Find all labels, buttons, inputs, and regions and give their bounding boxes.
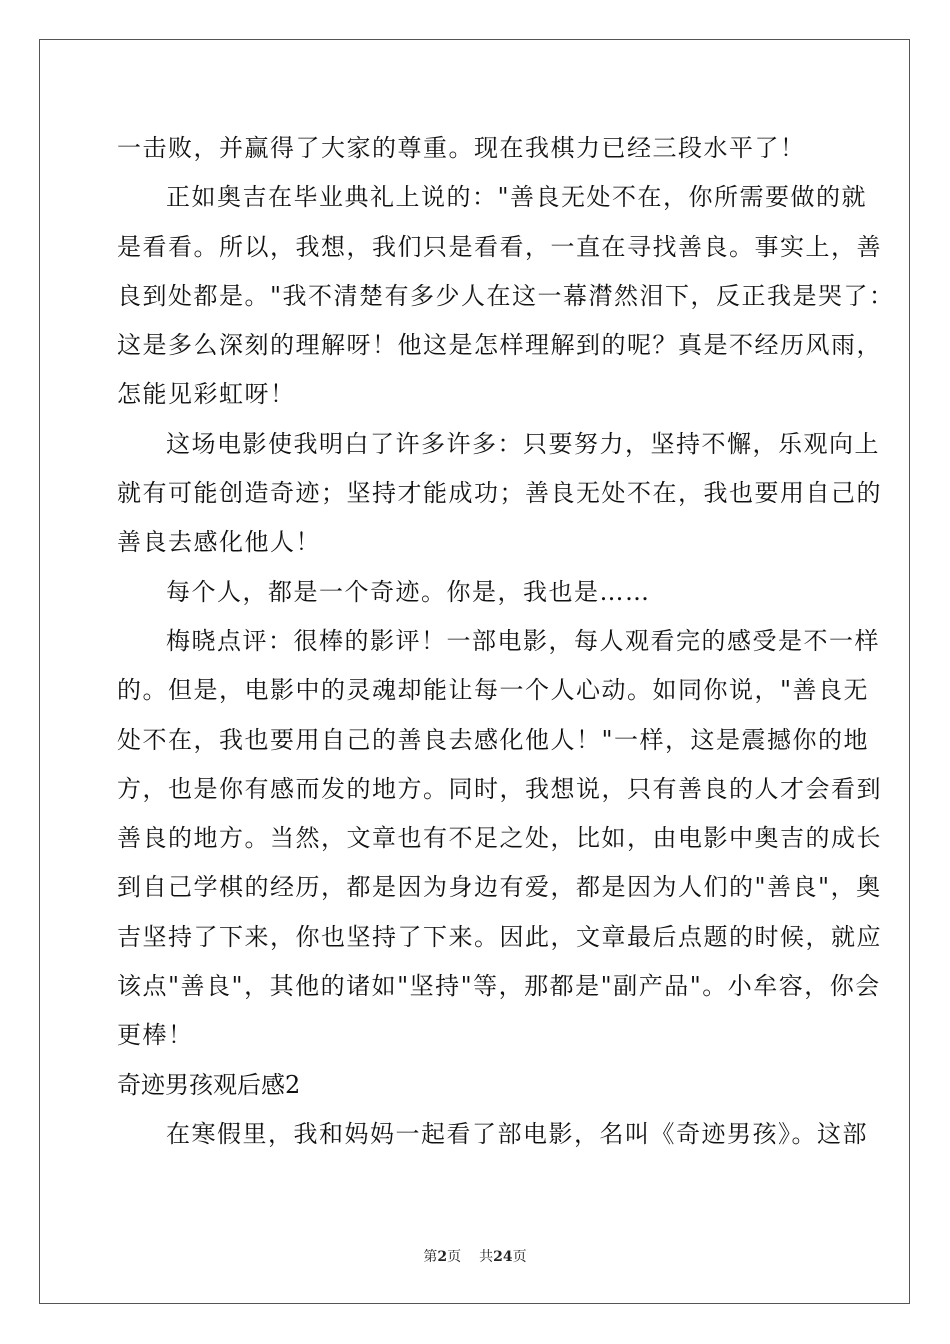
- text-line: 该点"善良"，其他的诸如"坚持"等，那都是"副产品"。小牟容，你会: [117, 972, 881, 1001]
- text-line: 在寒假里，我和妈妈一起看了部电影，名叫《奇迹男孩》。这部: [166, 1119, 868, 1148]
- text-line: 一击败，并赢得了大家的尊重。现在我棋力已经三段水平了！: [117, 134, 806, 162]
- text-line: 方，也是你有感而发的地方。同时，我想说，只有善良的人才会看到: [117, 774, 882, 803]
- footer-page-current: 2: [437, 1249, 448, 1265]
- text-line: 这是多么深刻的理解呀！他这是怎样理解到的呢？真是不经历风雨，: [117, 331, 882, 360]
- footer-page-total: 24: [493, 1249, 513, 1265]
- text-line: 是看看。所以，我想，我们只是看看，一直在寻找善良。事实上，善: [117, 232, 882, 261]
- text-line: 梅晓点评：很棒的影评！一部电影，每人观看完的感受是不一样: [166, 626, 880, 655]
- text-line: 良到处都是。"我不清楚有多少人在这一幕潸然泪下，反正我是哭了：: [117, 281, 895, 310]
- text-line: 这场电影使我明白了许多许多：只要努力，坚持不懈，乐观向上: [166, 429, 880, 458]
- document-body: [117, 124, 895, 1159]
- text-line: 善良去感化他人！: [117, 528, 321, 557]
- footer-total-suffix: 页: [512, 1249, 527, 1265]
- page-footer: [0, 1246, 950, 1266]
- text-line: 的。但是，电影中的灵魂却能让每一个人心动。如同你说，"善良无: [117, 676, 870, 705]
- text-line: 正如奥吉在毕业典礼上说的："善良无处不在，你所需要做的就: [166, 183, 868, 212]
- text-line: 处不在，我也要用自己的善良去感化他人！"一样，这是震撼你的地: [117, 725, 870, 754]
- section-heading: 奇迹男孩观后感2: [117, 1070, 301, 1099]
- text-line: 每个人，都是一个奇迹。你是，我也是……: [166, 577, 651, 606]
- text-line: 怎能见彩虹呀！: [117, 380, 296, 409]
- footer-total-prefix: 共: [479, 1249, 494, 1265]
- text-line: 吉坚持了下来，你也坚持了下来。因此，文章最后点题的时候，就应: [117, 922, 882, 951]
- text-line: 就有可能创造奇迹；坚持才能成功；善良无处不在，我也要用自己的: [117, 479, 882, 508]
- footer-page-suffix: 页: [447, 1249, 462, 1265]
- text-line: 更棒！: [117, 1021, 194, 1050]
- text-line: 善良的地方。当然，文章也有不足之处，比如，由电影中奥吉的成长: [117, 824, 882, 853]
- text-line: 到自己学棋的经历，都是因为身边有爱，都是因为人们的"善良"，奥: [117, 873, 882, 902]
- footer-page-prefix: 第: [423, 1249, 438, 1265]
